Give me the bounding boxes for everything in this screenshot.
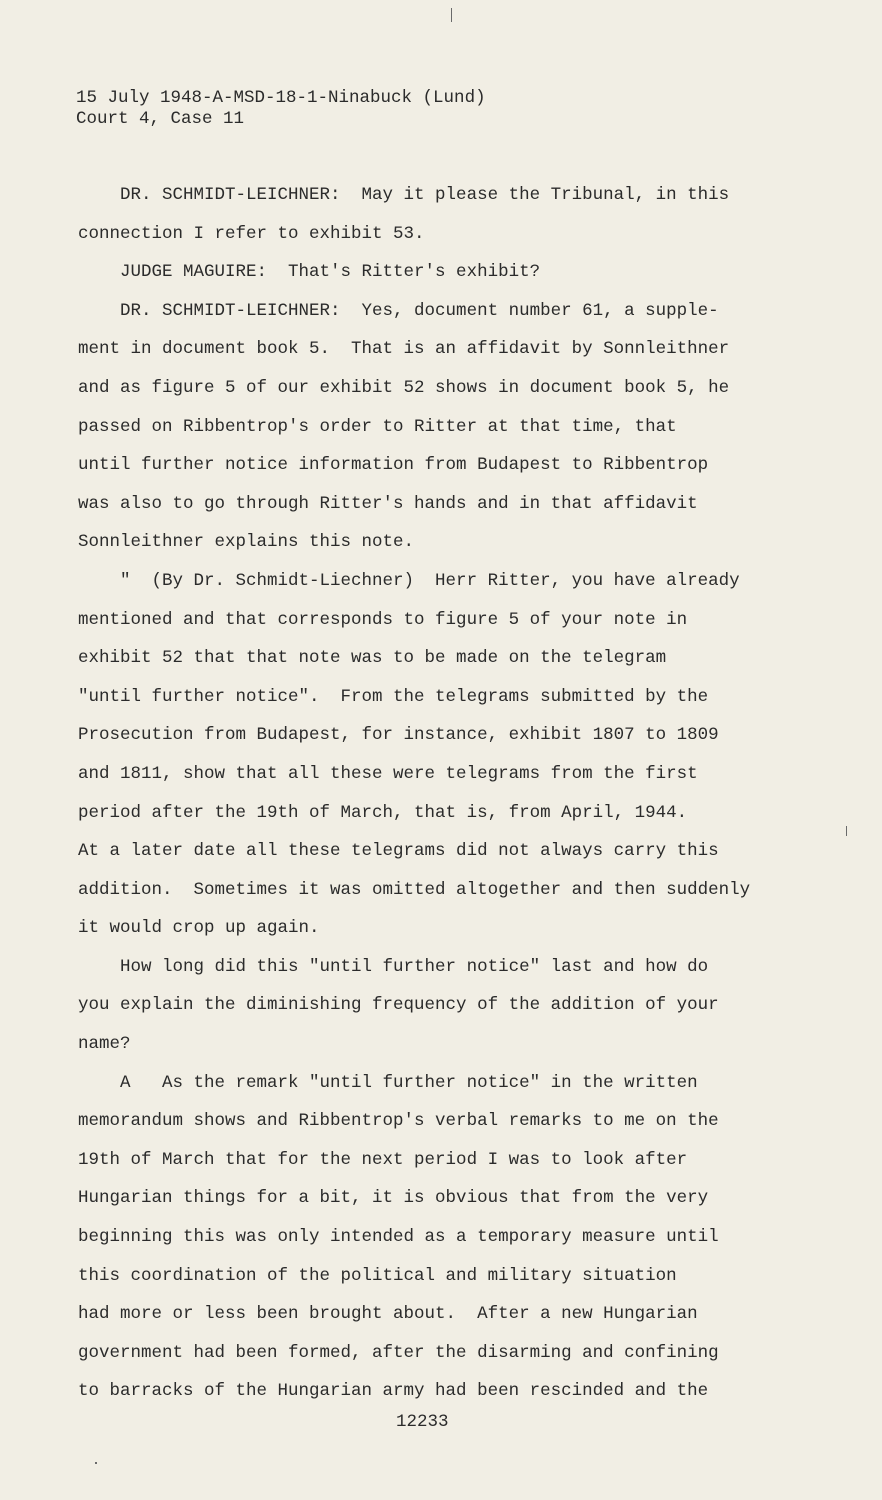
text-line: " (By Dr. Schmidt-Liechner) Herr Ritter, you have already	[78, 570, 740, 591]
text-line: government had been formed, after the disarming and confining	[78, 1342, 719, 1363]
document-header	[76, 88, 486, 130]
text-line: was also to go through Ritter's hands and in that affidavit	[78, 493, 698, 514]
text-line: it would crop up again.	[78, 918, 320, 939]
text-line: JUDGE MAGUIRE: That's Ritter's exhibit?	[78, 262, 541, 283]
text-line: A As the remark "until further notice" in the written	[78, 1072, 698, 1093]
transcript-body	[78, 176, 828, 1411]
text-line: Sonnleithner explains this note.	[78, 532, 415, 553]
text-line: memorandum shows and Ribbentrop's verbal remarks to me on the	[78, 1111, 719, 1132]
text-line: DR. SCHMIDT-LEICHNER: Yes, document number 61, a supple-	[78, 300, 719, 321]
text-line: you explain the diminishing frequency of the addition of your	[78, 995, 719, 1016]
text-line: name?	[78, 1034, 131, 1055]
text-line: and as figure 5 of our exhibit 52 shows in document book 5, he	[78, 377, 730, 398]
page-number: 12233	[396, 1412, 449, 1432]
scan-mark	[846, 826, 847, 836]
text-line: Hungarian things for a bit, it is obvious that from the very	[78, 1188, 709, 1209]
scan-mark	[451, 8, 452, 22]
text-line: had more or less been brought about. After a new Hungarian	[78, 1304, 698, 1325]
text-line: this coordination of the political and military situation	[78, 1265, 677, 1286]
text-line: How long did this "until further notice" last and how do	[78, 956, 709, 977]
text-line: mentioned and that corresponds to figure 5 of your note in	[78, 609, 688, 630]
text-line: DR. SCHMIDT-LEICHNER: May it please the Tribunal, in this	[78, 185, 730, 205]
header-line-1: 15 July 1948-A-MSD-18-1-Ninabuck (Lund)	[76, 88, 486, 108]
text-line: to barracks of the Hungarian army had been rescinded and the	[78, 1381, 709, 1402]
text-line: ment in document book 5. That is an affidavit by Sonnleithner	[78, 339, 730, 360]
text-line: passed on Ribbentrop's order to Ritter at that time, that	[78, 416, 677, 437]
text-line: beginning this was only intended as a temporary measure until	[78, 1227, 719, 1248]
text-line: 19th of March that for the next period I was to look after	[78, 1149, 688, 1170]
text-line: and 1811, show that all these were telegrams from the first	[78, 763, 698, 784]
text-line: addition. Sometimes it was omitted altogether and then suddenly	[78, 879, 751, 900]
text-line: Prosecution from Budapest, for instance, exhibit 1807 to 1809	[78, 725, 719, 746]
header-line-2: Court 4, Case 11	[76, 109, 245, 129]
text-line: connection I refer to exhibit 53.	[78, 223, 425, 244]
text-line: "until further notice". From the telegrams submitted by the	[78, 686, 709, 707]
text-line: At a later date all these telegrams did not always carry this	[78, 841, 719, 862]
text-line: exhibit 52 that that note was to be made on the telegram	[78, 648, 667, 669]
scan-mark	[95, 1462, 97, 1464]
text-line: period after the 19th of March, that is, from April, 1944.	[78, 802, 688, 823]
text-line: until further notice information from Budapest to Ribbentrop	[78, 455, 709, 476]
